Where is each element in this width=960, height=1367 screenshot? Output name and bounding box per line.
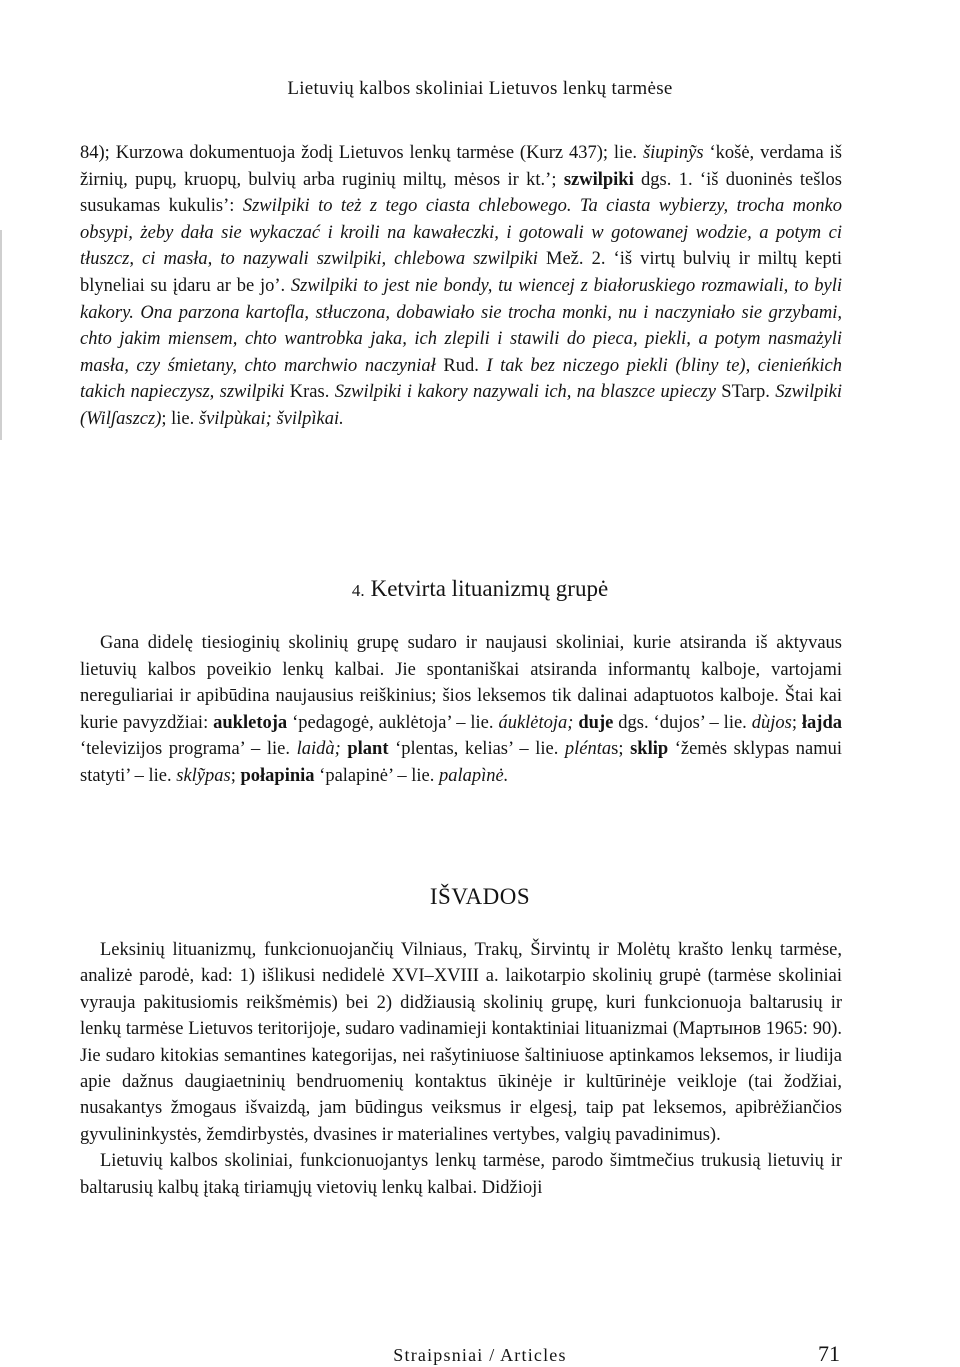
- text-run: ‘pedagogė, auklėtoja’ – lie.: [287, 712, 499, 733]
- headword: aukletoja: [213, 712, 288, 733]
- headword: sklip: [630, 739, 669, 760]
- text-run: Kras.: [284, 382, 335, 403]
- paragraph-text: [80, 140, 842, 433]
- conclusions-paragraph-2: Lietuvių kalbos skoliniai, funkcionuojantys lenkų tarmėse, parodo šimtmečius trukusią lietuvių ir baltarusių kalbų įtaką tiriamųjų vietovių lenkų kalbai. Didžioji: [80, 1151, 842, 1198]
- italic-text: sklỹpas: [176, 765, 231, 786]
- italic-text: palapìnė.: [439, 765, 509, 786]
- text-run: ; lie.: [161, 408, 199, 429]
- text-run: s;: [611, 739, 631, 760]
- italic-text: švilpùkai; švilpìkai.: [198, 408, 344, 429]
- text-run: Mež. 2. ‘iš virtų bulvių ir miltų kepti blyneliai su įdaru ar be jo’.: [80, 249, 842, 296]
- text-run: Rud.: [435, 355, 487, 376]
- headword: łajda: [801, 712, 842, 733]
- text-run: ‘košė, verdama iš žirnių, pupų, kruopų, bulvių arba ruginių miltų, mėsos ir kt.’;: [80, 143, 842, 190]
- italic-text: áuklėtoja;: [498, 712, 574, 733]
- headword: plant: [347, 739, 389, 760]
- italic-text: Szwilpiki (Wilʃaszcz): [80, 382, 842, 429]
- italic-text: šiupinỹs: [642, 143, 704, 163]
- page-number: 71: [818, 1341, 840, 1366]
- conclusions-paragraph-1: Leksinių lituanizmų, funkcionuojančių Vilniaus, Trakų, Širvintų ir Molėtų krašto lenkų tarmėse, analizė parodė, kad: 1) išlikusi nedidelė XVI–XVIII a. laikotarpio skolinių grupė (tarmėse skoliniai vyrauja pakitusiomis reikšmėmis) bei 2) didžiausią skolinių grupę, kuri funkcionuoja baltarusių ir lenkų tarmėse Lietuvos teritorijoje, sudaro vadinamieji kontaktiniai lituanizmai (Мартынов 1965: 90). Jie sudaro kitokias semantines kategorijas, nei rašytiniuose šaltiniuose aptinkamos leksemos, ir liudija apie dažnus daugiaetninių bendruomenių kontaktus ūkinėje ir kultūrinėje veikloje (tai žodžiai, nusakantys žmogaus išvaizdą, jam būdingus veiksmus ir elgesį, taip pat leksemos, apibrėžiančios gyvulininkystės, žemdirbystės, dvasines ir materialines vertybes, valgių pavadinimus).: [80, 940, 842, 1145]
- left-margin-line: [0, 230, 2, 440]
- text-run: ;: [791, 712, 802, 733]
- section-heading: [0, 576, 960, 602]
- headword: szwilpiki: [563, 169, 634, 190]
- text-run: ‘palapinė’ – lie.: [314, 765, 440, 786]
- text-run: ;: [230, 765, 241, 786]
- running-head: Lietuvių kalbos skoliniai Lietuvos lenkų tarmėse: [287, 78, 673, 99]
- footer-section-label: Straipsniai / Articles: [393, 1345, 567, 1365]
- conclusions-heading: IŠVADOS: [429, 884, 531, 909]
- italic-text: Szwilpiki i kakory nazywali ich, na blaszce upieczy: [334, 382, 716, 403]
- text-run: STarp.: [715, 382, 776, 403]
- text-run: Gana didelę tiesioginių skolinių grupę sudaro ir naujausi skoliniai, kurie atsiranda iš aktyvaus lietuvių kalbos poveikio lenkų kalbai. Jie spontaniškai atsiranda informantų kalboje, vartojami nereguliariai ir apibūdina naujausius reiškinius; šios leksemos tik dalinai adaptuotos kalboje. Štai kai kurie pavyzdžiai:: [80, 633, 842, 733]
- headword: duje: [578, 712, 614, 733]
- italic-text: plénta: [564, 739, 612, 760]
- section-paragraph: [80, 630, 842, 790]
- italic-text: I tak bez niczego piekli (bliny te), cienieńkich takich napieczysz, szwilpiki: [80, 355, 842, 403]
- text-run: dgs. 1. ‘iš duoninės tešlos susukamas kukulis’:: [80, 169, 843, 217]
- section-title: Ketvirta lituanizmų grupė: [370, 576, 609, 601]
- text-run: dgs. ‘dujos’ – lie.: [613, 712, 752, 733]
- text-run: ‘žemės sklypas namui statyti’ – lie.: [80, 739, 843, 786]
- paragraph-continued: [80, 140, 842, 433]
- italic-text: dùjos: [751, 712, 792, 733]
- text-run: 84); Kurzowa dokumentuoja žodį Lietuvos lenkų tarmėse (Kurz 437); lie.: [80, 143, 643, 163]
- text-run: ‘plentas, kelias’ – lie.: [388, 739, 565, 760]
- italic-text: laidà;: [296, 739, 341, 760]
- headword: połapinia: [240, 765, 315, 786]
- italic-text: Szwilpiki to jest nie bondy, tu wiencej z białoruskiego rozmawiali, to byli kakory. Ona parzona kartofla, stłuczona, dobawiało sie trocha monki, nu i naczyniało sie grzybami, chto jakim miensem, chto wantrobka jaka, ich zlepili i stawili do pieca, piekli, a potym nasmażyli masła, czy śmietany, chto marchwio naczyniał: [80, 275, 842, 376]
- paragraph-text: [80, 630, 842, 790]
- italic-text: Szwilpiki to też z tego ciasta chlebowego. Ta ciasta wybierzy, trocha monko obsypi, żeby dała sie wykaczać i kroili na kawałeczki, i gotowali w gotowanej wodzie, a potym ci tłuszcz, ci masła, to nazywali szwilpiki, chlebowa szwilpiki: [80, 196, 842, 270]
- text-run: ‘televizijos programa’ – lie.: [80, 739, 297, 760]
- section-number: 4.: [351, 581, 365, 600]
- conclusions-body: [80, 937, 842, 1201]
